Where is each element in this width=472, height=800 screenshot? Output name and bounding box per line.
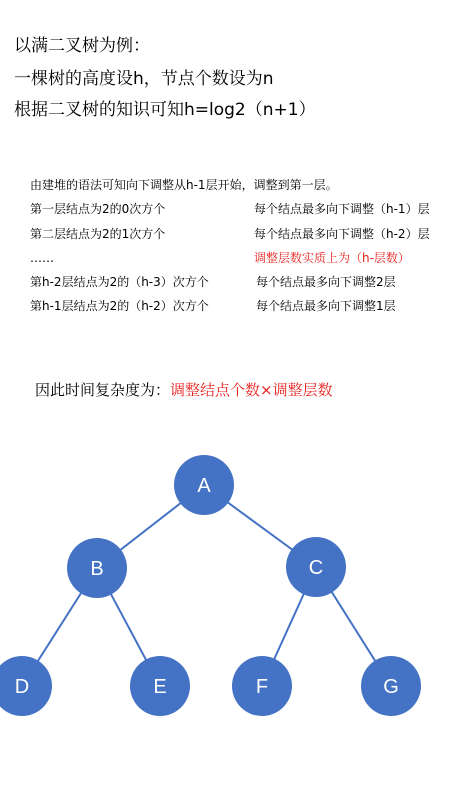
node-label-e: E: [153, 676, 167, 698]
tree-node-f: [232, 656, 292, 716]
tree-node-c: [286, 537, 346, 597]
intro-line-1: 以满二叉树为例：: [14, 36, 150, 56]
node-label-g: G: [383, 676, 399, 698]
row-2-left: 第二层结点为2的1次方个: [30, 227, 166, 241]
summary-prefix: 因此时间复杂度为：: [35, 381, 171, 399]
row-1-left: 第一层结点为2的0次方个: [30, 202, 166, 216]
tree-node-g: [361, 656, 421, 716]
tree-node-d: [0, 656, 52, 716]
tree-node-a: [174, 455, 234, 515]
tree-node-b: [67, 538, 127, 598]
intro-line-2: 一棵树的高度设h，节点个数设为n: [14, 69, 274, 89]
tree-nodes: [0, 455, 421, 716]
row-5-right: 每个结点最多向下调整1层: [256, 299, 396, 313]
intro-line-3: 根据二叉树的知识可知h=log2（n+1）: [14, 100, 316, 120]
row-3-right-highlight: 调整层数实质上为（h-层数）: [254, 251, 410, 265]
tree-node-e: [130, 656, 190, 716]
analysis-heading: 由建堆的语法可知向下调整从h-1层开始，调整到第一层。: [30, 178, 338, 192]
row-3-left: ……: [30, 251, 54, 265]
node-label-f: F: [255, 676, 269, 698]
node-label-d: D: [14, 676, 30, 698]
node-label-b: B: [90, 558, 104, 580]
row-2-right: 每个结点最多向下调整（h-2）层: [254, 227, 430, 241]
node-label-a: A: [197, 475, 211, 497]
row-5-left: 第h-1层结点为2的（h-2）次方个: [30, 299, 209, 313]
row-1-right: 每个结点最多向下调整（h-1）层: [254, 202, 430, 216]
row-4-right: 每个结点最多向下调整2层: [256, 275, 396, 289]
row-4-left: 第h-2层结点为2的（h-3）次方个: [30, 275, 209, 289]
summary-formula: 调整结点个数×调整层数: [170, 381, 333, 399]
node-label-c: C: [308, 557, 324, 579]
